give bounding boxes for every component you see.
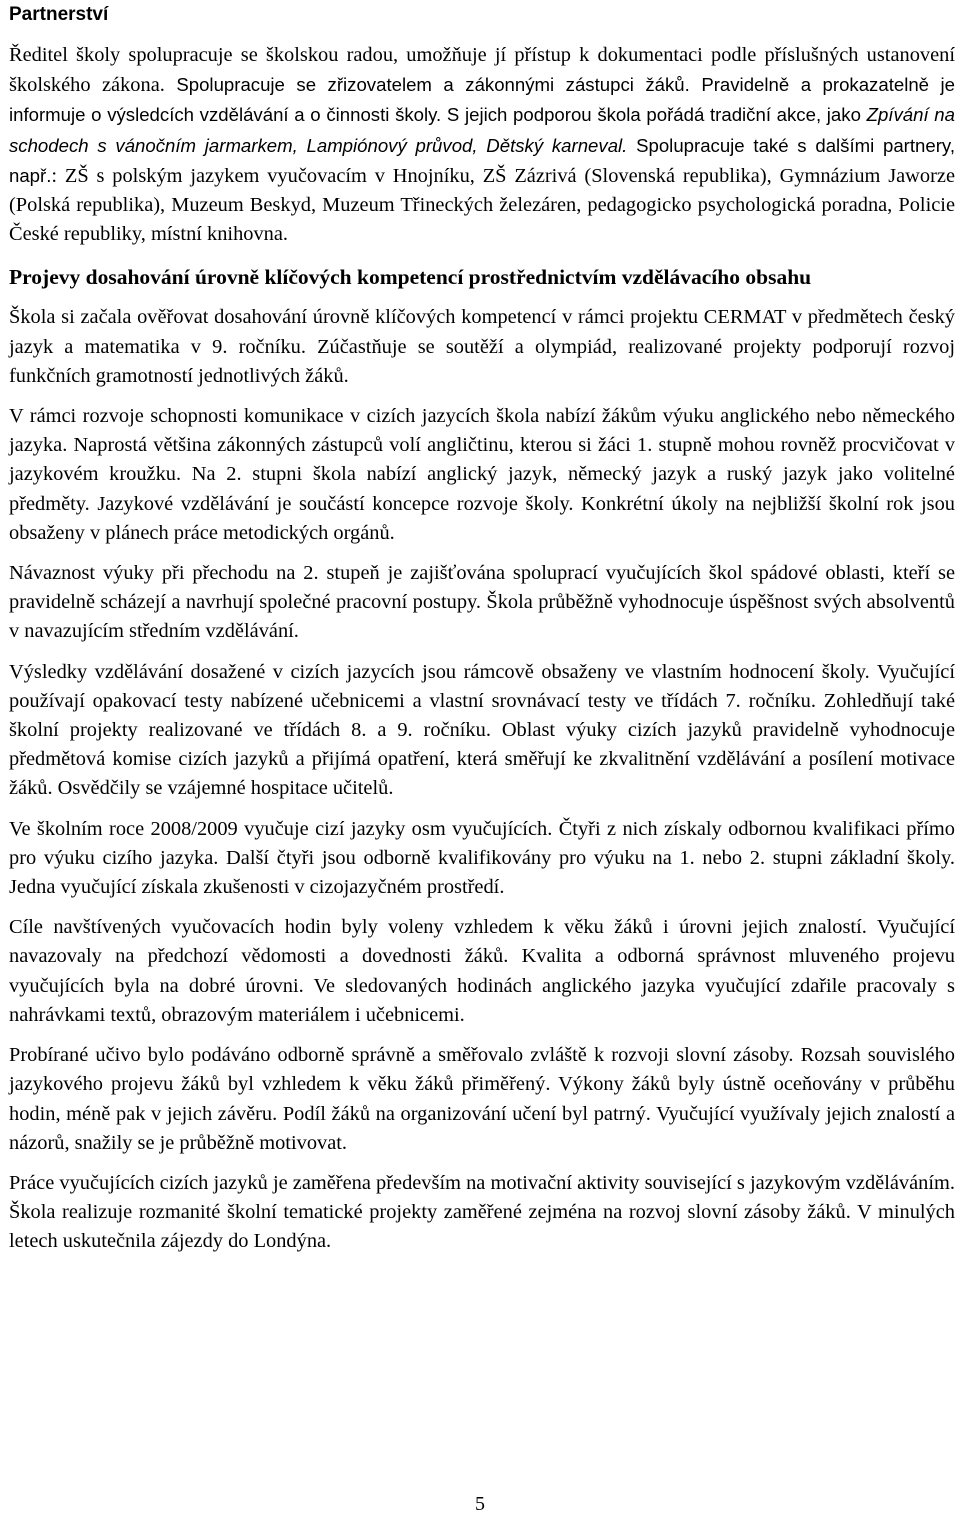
competences-paragraph-7: Probírané učivo bylo podáváno odborně správně a směřovalo zvláště k rozvoji slovní zásoby. Rozsah souvislého jazykového projevu žáků byl vzhledem k věku žáků přiměřený. Výkony žáků byly ústně oceňovány v průběhu hodin, méně pak v jejich závěru. Podíl žáků na organizování učení byl patrný. Vyučující využívaly jejich znalostí a názorů, snažily se je průběžně motivovat.	[9, 1044, 955, 1154]
competences-paragraph-1: Škola si začala ověřovat dosahování úrovně klíčových kompetencí v rámci projektu CERMAT v předmětech český jazyk a matematika v 9. ročníku. Zúčastňuje se soutěží a olympiád, realizované projekty podporují rozvoj funkčních gramotností jednotlivých žáků.	[9, 306, 955, 387]
document-page	[9, 0, 955, 1268]
competences-paragraph-5: Ve školním roce 2008/2009 vyučuje cizí jazyky osm vyučujících. Čtyři z nich získaly odbornou kvalifikaci přímo pro výuku cizího jazyka. Další čtyři jsou odborně kvalifikovány pro výuku na 1. nebo 2. stupni základní školy. Jedna vyučující získala zkušenosti v cizojazyčném prostředí.	[9, 817, 955, 899]
competences-paragraph-2: V rámci rozvoje schopnosti komunikace v cizích jazycích škola nabízí žákům výuku anglického nebo německého jazyka. Naprostá většina zákonných zástupců volí angličtinu, kterou si žáci 1. stupně mohou rovněž procvičovat v jazykovém kroužku. Na 2. stupni škola nabízí anglický jazyk, německý jazyk a ruský jazyk jako volitelné předměty. Jazykové vzdělávání je součástí koncepce rozvoje školy. Konkrétní úkoly na nejbližší školní rok jsou obsaženy v plánech práce metodických orgánů.	[9, 405, 955, 544]
partnership-sentence-2: Spolupracuje se zřizovatelem a zákonnými zástupci žáků. Pravidelně a prokazatelně je informuje o výsledcích vzdělávání a o činnosti školy. S jejich podporou škola pořádá tradiční akce, jako	[9, 74, 955, 126]
partnership-paragraph	[9, 41, 955, 249]
section-heading-competences: Projevy dosahování úrovně klíčových kompetencí prostřednictvím vzdělávacího obsahu	[9, 265, 812, 290]
partnership-partners-list: : ZŠ s polským jazykem vyučovacím v Hnojníku, ZŠ Zázrivá (Slovenská republika), Gymnázium Jaworze (Polská republika), Muzeum Beskyd, Muzeum Třineckých železáren, pedagogicko psychologická poradna, Policie České republiky, místní knihovna.	[9, 164, 955, 246]
competences-paragraph-6: Cíle navštívených vyučovacích hodin byly voleny vzhledem k věku žáků i úrovni jejich znalostí. Vyučující navazovaly na předchozí vědomosti a dovednosti žáků. Kvalita a odborná správnost mluveného projevu vyučujících byla na dobré úrovni. Ve sledovaných hodinách anglického jazyka vyučující zdařile pracovaly s nahrávkami textů, obrazovým materiálem i učebnicemi.	[9, 916, 955, 1026]
section-title-partnerstvi: Partnerství	[9, 4, 109, 25]
competences-paragraph-3: Návaznost výuky při přechodu na 2. stupeň je zajišťována spoluprací vyučujících škol spádové oblasti, kteří se pravidelně scházejí a navrhují společné pracovní postupy. Škola průběžně vyhodnocuje úspěšnost svých absolventů v navazujícím středním vzdělávání.	[9, 562, 955, 643]
competences-paragraph-4: Výsledky vzdělávání dosažené v cizích jazycích jsou rámcově obsaženy ve vlastním hodnocení školy. Vyučující používají opakovací testy nabízené učebnicemi a vlastní srovnávací testy ve třídách 7. ročníku. Zohledňují také školní projekty realizované ve třídách 8. a 9. ročníku. Oblast výuky cizích jazyků pravidelně vyhodnocuje předmětová komise cizích jazyků a přijímá opatření, která směřují ke zkvalitnění vzdělávání a posílení motivace žáků. Osvědčily se vzájemné hospitace učitelů.	[9, 660, 955, 800]
partnership-events: Zpívání na schodech s vánočním jarmarkem, Lampiónový průvod, Dětský karneval.	[9, 104, 955, 156]
partnership-sentence-3: Spolupracuje také s dalšími partnery, např.	[9, 134, 956, 186]
competences-paragraph-8: Práce vyučujících cizích jazyků je zaměřena především na motivační aktivity související s jazykovým vzděláváním. Škola realizuje rozmanité školní tematické projekty zaměřené zejména na rozvoj slovní zásoby žáků. V minulých letech uskutečnila zájezdy do Londýna.	[9, 1171, 955, 1253]
partnership-sentence-1: Ředitel školy spolupracuje se školskou radou, umožňuje jí přístup k dokumentaci podle příslušných ustanovení školského zákona.	[9, 44, 955, 97]
page-number: 5	[475, 1493, 485, 1515]
